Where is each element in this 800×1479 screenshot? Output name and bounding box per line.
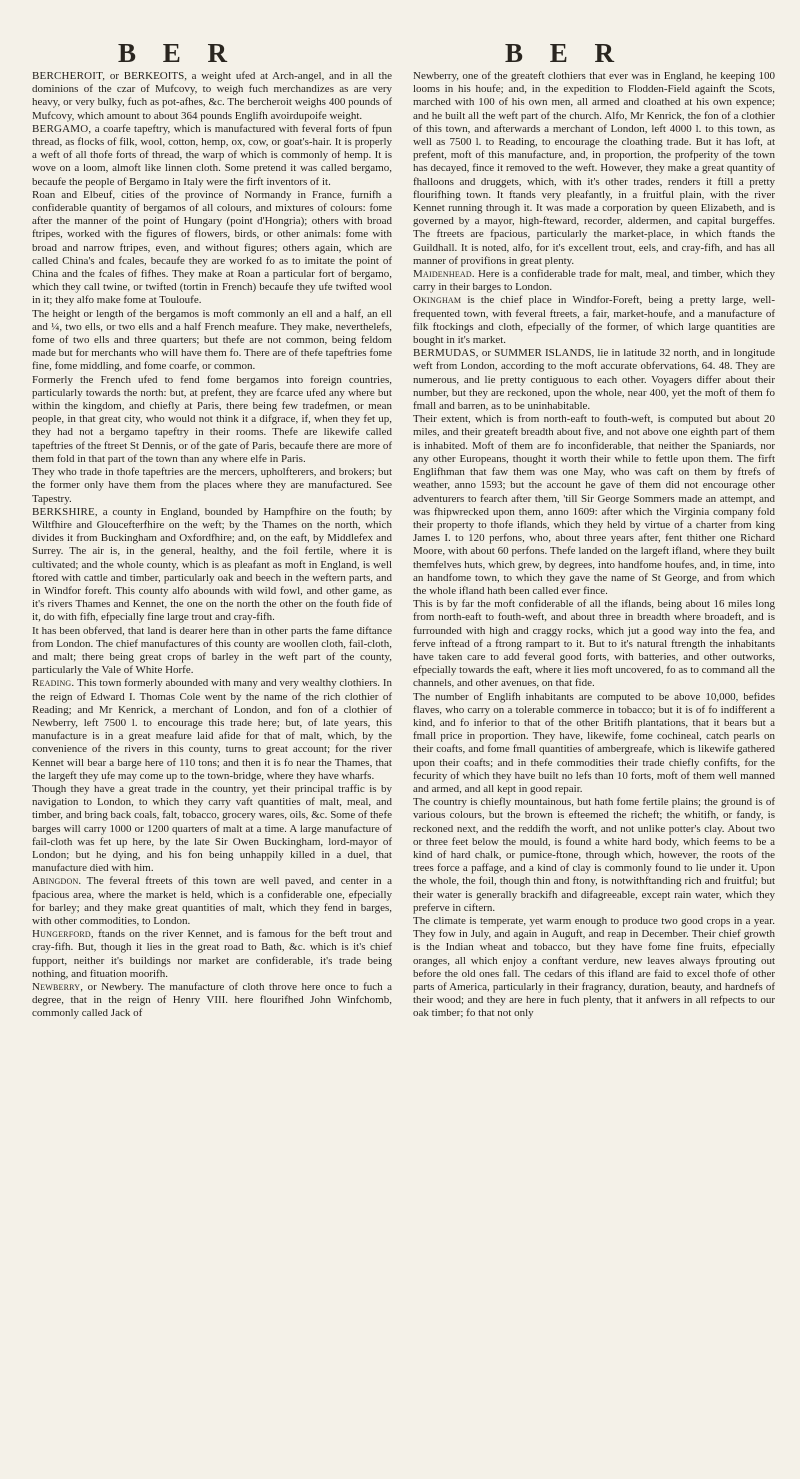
entry-text: This is by far the moft confiderable of all the iflands, being about 16 miles long from north-eaft to fouth-weft, and about three in breadth where broadeft, and is furrounded with high and craggy rocks, which jut a good way into the fea, and ferve inftead of a ftrong rampart to it. But to it's natural ftrength the inhabitants have taken care to add feveral good forts, with batteries, and other outworks, efpecially towards the eaft, where it lies moft uncovered, fo as to command all the channels, and other avenues, on that fide.	[413, 598, 775, 690]
entry-paragraph	[32, 981, 392, 1021]
entry-text: The climate is temperate, yet warm enough to produce two good crops in a year. They fow in July, and again in Auguft, and reap in December. Their chief growth is the Indian wheat and tobacco, but they have fome fine fruits, efpecially oranges, all which enjoy a conftant verdure, new leaves always fprouting out before the old ones fall. The cedars of this ifland are faid to excel thofe of other parts of America, particularly in their fragrancy, duration, beauty, and hardnefs of their wood; and they are here in fuch plenty, that it anfwers in all refpects to our oak timber; fo that not only	[413, 915, 775, 1020]
entry-paragraph	[413, 413, 775, 598]
entry-paragraph	[32, 783, 392, 875]
entry-paragraph	[32, 466, 392, 506]
entry-paragraph	[413, 70, 775, 268]
entry-paragraph	[32, 506, 392, 625]
entry-paragraph	[413, 598, 775, 690]
entry-headword: Maidenhead.	[413, 268, 475, 281]
left-column	[32, 70, 392, 1021]
entry-paragraph	[32, 875, 392, 928]
entry-headword: Hungerford,	[32, 928, 94, 941]
entry-text: The country is chiefly mountainous, but hath fome fertile plains; the ground is of various colours, but the brown is efteemed the richeft; the whitifh, or fandy, is reckoned next, and the reddifh the worft, and not unlike potter's clay. About two or three feet below the mould, is found a white hard body, which feems to be a kind of hard chalk, or pumice-ftone, through which, however, the roots of the trees force a paffage, and a kind of clay is commonly found to lie under it. Upon the whole, the foil, though thin and ftony, is notwithftanding rich and fruitful; but their water is generally brackifh and difagreeable, except rain water, which they preferve in ciftern.	[413, 796, 775, 914]
entry-paragraph	[413, 915, 775, 1021]
entry-text: a coarfe tapeftry, which is manufactured with feveral forts of fpun thread, as flocks of filk, wool, cotton, hemp, ox, cow, or goat's-hair. It is properly a weft of all thofe forts of thread, the warp of which is commonly of hemp. It is wove on a loom, almoft like linnen cloth. Some pretend it was called bergamo, becaufe the people of Bergamo in Italy were the firft inventors of it.	[32, 122, 392, 188]
entry-text: ftands on the river Kennet, and is famous for the beft trout and cray-fifh. But, though it lies in the great road to Bath, &c. which is it's chief fupport, neither it's buildings nor market are confiderable, it's trade being nothing, and fituation moorifh.	[32, 928, 392, 980]
entry-text: Here is a confiderable trade for malt, meal, and timber, which they carry in their barges to London.	[413, 268, 775, 294]
entry-text: or Newbery. The manufacture of cloth throve here once to fuch a degree, that in the reign of Henry VIII. here flourifhed John Winfchomb, commonly called Jack of	[32, 981, 392, 1020]
entry-text: Newberry, one of the greateft clothiers that ever was in England, he keeping 100 looms in his houfe; and, in the expedition to Flodden-Field againft the Scots, marched with 100 of his own men, all armed and cloathed at his own expence; and he built all the weft part of the church. Alfo, Mr Kenrick, the fon of a clothier of this town, and afterwards a merchant of London, left 4000 l. to this town, as well as 7500 l. to Reading, to encourage the cloathing trade. But it has loft, at prefent, moft of this manufacture, and, in proportion, the profperity of the town has decayed, fince it removed to the weft. However, they make a great quantity of fhalloons and druggets, which, with it's other trades, renders it ftill a pretty flourifhing town. It ftands very pleafantly, in a fruitful plain, with the river Kennet running through it. It was made a corporation by queen Elizabeth, and is governed by a mayor, high-fteward, recorder, aldermen, and capital burgeffes. The ftreets are fpacious, particularly the market-place, in which ftands the Guildhall. It is noted, alfo, for it's excellent trout, eels, and cray-fifh, and has all manner of provifions in great plenty.	[413, 70, 775, 267]
entry-text: a county in England, bounded by Hampfhire on the fouth; by Wiltfhire and Gloucefterfhire on the weft; by the Thames on the north, which divides it from Buckingham and Oxfordfhire; and, on the eaft, by Middlefex and Surrey. The air is, in the general, healthy, and the foil fertile, where it is cultivated; and the whole county, which is as pleafant as moft in England, is well ftored with cattle and timber, particularly oak and beech in the weftern parts, and in Windfor foreft. This county alfo abounds with wild fowl, and other game, as it's rivers Thames and Kennet, the one on the north the other on the fouth fide of it, do with fifh, efpecially fine large trout and cray-fifh.	[32, 505, 392, 624]
entry-paragraph	[32, 70, 392, 123]
entry-paragraph	[413, 347, 775, 413]
entry-text: The height or length of the bergamos is moft commonly an ell and a half, an ell and ¼, two ells, or two ells and a half French meafure. They make, neverthelefs, fome of two ells and three quarters; but thefe are not common, being feldom made but for merchants who will have them fo. There are of thefe tapeftries fome fine, fome middling, and fome coarfe, or common.	[32, 307, 392, 373]
entry-text: This town formerly abounded with many and very wealthy clothiers. In the reign of Edward I. Thomas Cole went by the name of the rich clothier of Reading; and Mr Kenrick, a merchant of London, and fon of a clothier of Newberry, left 7500 l. to encourage this trade here; but, of late years, this manufacture is in a great meafure laid afide for that of malt, which, by the convenience of the rivers in this county, turns to great account; for the river Kennet will bear a barge here of 110 tons; and then it is fo near the Thames, that the largeft they ufe may come up to the town-bridge, where they have wharfs.	[32, 677, 392, 782]
entry-headword: Abingdon.	[32, 875, 82, 888]
entry-paragraph	[32, 189, 392, 308]
entry-text: They who trade in thofe tapeftries are the mercers, upholfterers, and brokers; but the former only have them from the places where they are manufactured. See Tapestry.	[32, 466, 392, 505]
entry-headword: BERKSHIRE,	[32, 505, 98, 518]
entry-paragraph	[32, 374, 392, 466]
entry-text: is the chief place in Windfor-Foreft, being a pretty large, well-frequented town, with feveral ftreets, a fair, market-houfe, and a manufacture of filk ftockings and cloth, efpecially of the former, of which large quantities are bought in it's market.	[413, 294, 775, 347]
entry-text: Though they have a great trade in the country, yet their principal traffic is by navigation to London, to which they carry vaft quantities of malt, meal, and timber, and bring back coals, falt, tobacco, grocery wares, oils, &c. Some of thefe barges will carry 1000 or 1200 quarters of malt at a time. A large manufacture of fail-cloth was fet up here, by the late Sir Owen Buckingham, lord-mayor of London; but he dying, and his fon being unhappily killed in a duel, that manufacture died with him.	[32, 782, 392, 875]
entry-paragraph	[32, 123, 392, 189]
running-head-right: B E R	[505, 38, 625, 68]
entry-text: Roan and Elbeuf, cities of the province of Normandy in France, furnifh a confiderable quantity of bergamos of all colours, and mixtures of colours: fome after the manner of the point of Hungary (point d'Hongria); others with broad ftripes, worked with the figures of flowers, birds, or other animals: fome with broad and narrow ftripes, even, and without figures; others again, which are called China's and fcales, becaufe they are worked fo as to imitate the point of China and the fcales of fifhes. They make at Roan a particular fort of bergamo, which they call twine, or twifted (tortin in French) becaufe they ufe twifted wool in it; they alfo make fome at Touloufe.	[32, 188, 392, 307]
entry-text: Formerly the French ufed to fend fome bergamos into foreign countries, particularly towards the north: but, at prefent, they are fcarce ufed any where but within the kingdom, and chiefly at Paris, there being few tradefmen, or mean people, in that great city, who would not think it a difgrace, if, when they fet up, they had not a bergamo tapeftry in their rooms. Thefe are likewife called tapeftries of the ftreet St Dennis, or of the gate of Paris, becaufe there are more of them fold in that part of the town than any where elfe in Paris.	[32, 373, 392, 465]
entry-paragraph	[413, 294, 775, 347]
entry-headword: BERGAMO,	[32, 122, 92, 135]
entry-headword: Okingham	[413, 294, 462, 307]
right-column	[413, 70, 775, 1021]
entry-paragraph	[32, 308, 392, 374]
entry-paragraph	[413, 691, 775, 797]
entry-paragraph	[32, 625, 392, 678]
entry-headword: Newberry,	[32, 981, 84, 994]
running-head-left: B E R	[118, 38, 238, 68]
entry-text: The feveral ftreets of this town are well paved, and center in a fpacious area, where the market is held, which is a confiderable one, efpecially for barley; and they make great quantities of malt, which they fend in barges, with other commodities, to London.	[32, 875, 392, 927]
entry-text: or BERKEOITS, a weight ufed at Arch-angel, and in all the dominions of the czar of Mufcovy, to weigh fuch merchandizes as are very heavy, or very bulky, fuch as pot-afhes, &c. The bercheroit weighs 400 pounds of Mufcovy, which amount to about 364 pounds Englifh avoirdupoife weight.	[32, 70, 392, 122]
entry-headword: Reading.	[32, 677, 75, 690]
entry-text: Their extent, which is from north-eaft to fouth-weft, is computed but about 20 miles, and their greateft breadth about five, and not above one eighth part of them is inhabited. Moft of them are fo inconfiderable, that neither the Spaniards, nor any other Europeans, thought it worth their while to fettle upon them. The firft Englifhman that faw them was one May, who was caft on them by ftrefs of weather, anno 1593; but the account he gave of them did not encourage other adventurers to fearch after them, 'till Sir George Sommers made an attempt, and was fhipwrecked upon them, anno 1609: after which the Virginia company fold their property to thofe iflands, which they held by virtue of a charter from king James I. to 120 perfons, who, about three years after, fent thither one Richard Moore, with about 60 perfons. Thefe landed on the largeft ifland, where they built themfelves huts, which grew, by degrees, into handfome houfes, and, in time, into an handfome town, to which they gave the name of St George, and from which the whole ifland hath been called ever fince.	[413, 413, 775, 597]
entry-paragraph	[413, 268, 775, 294]
entry-text: or SUMMER ISLANDS, lie in latitude 32 north, and in longitude weft from London, according to the moft accurate obfervations, 64. 48. They are numerous, and lie pretty contiguous to each other. Voyagers differ about their number, but they are reckoned, upon the whole, near 400, yet the moft of them fo fmall and barren, as to be uninhabitable.	[413, 347, 775, 413]
entry-text: The number of Englifh inhabitants are computed to be above 10,000, befides flaves, who carry on a tolerable commerce in tobacco; but it is of fo indifferent a kind, and fo inferior to that of the other Britifh plantations, that it bears but a fmall price in proportion. They have, likewife, fome cochineal, catch pearls on their coafts, and fome fmall quantities of ambergreafe, which is likewife gathered upon their coafts; and in thefe commodities their trade chiefly confifts, for the fecurity of which they have built no lefs than 10 forts, moft of them well manned and armed, and all kept in good repair.	[413, 690, 775, 795]
entry-headword: BERMUDAS,	[413, 347, 479, 360]
entry-paragraph	[32, 928, 392, 981]
entry-paragraph	[413, 796, 775, 915]
entry-paragraph	[32, 677, 392, 783]
entry-headword: BERCHEROIT,	[32, 70, 106, 82]
entry-text: It has been obferved, that land is dearer here than in other parts the fame diftance from London. The chief manufactures of this county are woollen cloth, fail-cloth, and malt; there being great crops of barley in the weft part of the county, particularly the Vale of White Horfe.	[32, 624, 392, 677]
